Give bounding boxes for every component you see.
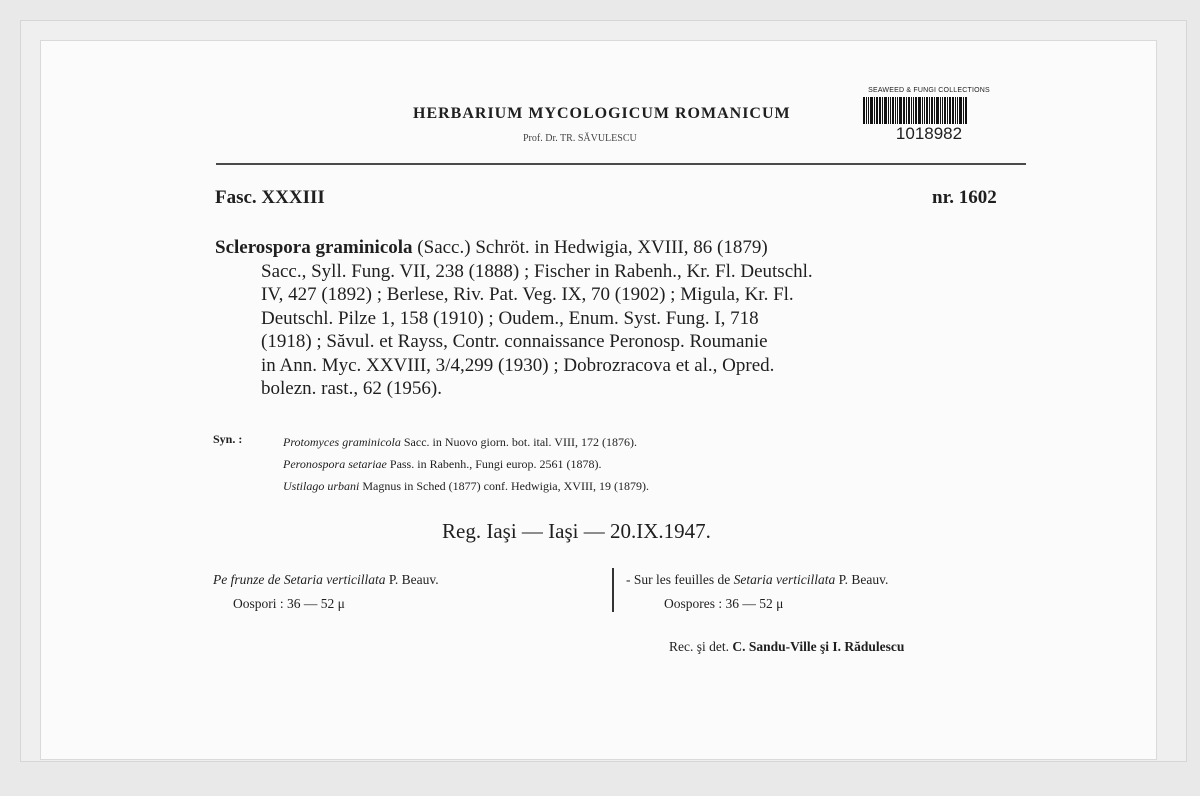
spore-size-ro: Oospori : 36 — 52 μ xyxy=(233,596,345,611)
synonyms-list xyxy=(283,431,649,497)
host-prefix-ro: Pe frunze de xyxy=(213,572,284,587)
synonym-ref: Pass. in Rabenh., Fungi europ. 2561 (1878). xyxy=(386,457,602,471)
citation-line-6: bolezn. rast., 62 (1956). xyxy=(261,378,442,399)
barcode-label xyxy=(859,87,999,143)
barcode-number: 1018982 xyxy=(895,124,963,143)
host-prefix-fr: Sur les feuilles de xyxy=(633,572,734,587)
fascicle-label: Fasc. XXXIII xyxy=(215,187,325,208)
host-name-fr: Setaria verticillata xyxy=(733,572,836,587)
herbarium-title: HERBARIUM MYCOLOGICUM ROMANICUM xyxy=(413,105,791,122)
citation-line-2: IV, 427 (1892) ; Berlese, Riv. Pat. Veg. IX, 70 (1902) ; Migula, Kr. Fl. xyxy=(261,284,794,305)
host-line-ro xyxy=(213,568,439,592)
synonyms-label: Syn. : xyxy=(213,432,243,446)
synonym-name: Protomyces graminicola xyxy=(283,435,401,449)
collector-prefix: Rec. şi det. xyxy=(669,639,733,654)
herbarium-director: Prof. Dr. TR. SĂVULESCU xyxy=(523,133,637,144)
synonym-name: Ustilago urbani xyxy=(283,479,360,493)
spore-size-fr: Oospores : 36 — 52 μ xyxy=(664,596,784,611)
column-divider xyxy=(612,568,614,612)
host-name-ro: Setaria verticillata xyxy=(283,572,386,587)
host-line-fr: - Sur les feuilles de Setaria verticillata P. Beauv. xyxy=(626,572,889,587)
taxon-citation xyxy=(215,236,1035,401)
host-romanian xyxy=(213,568,439,616)
barcode-caption: SEAWEED & FUNGI COLLECTIONS xyxy=(868,87,990,94)
citation-line-4: (1918) ; Săvul. et Rayss, Contr. connaissance Peronosp. Roumanie xyxy=(261,331,768,352)
specimen-number: nr. 1602 xyxy=(932,187,997,208)
citation-line-3: Deutschl. Pilze 1, 158 (1910) ; Oudem., Enum. Syst. Fung. I, 718 xyxy=(261,307,759,329)
taxon-name: Sclerospora graminicola xyxy=(215,237,413,258)
barcode-icon xyxy=(863,97,995,124)
citation-line-5: in Ann. Myc. XXVIII, 3/4,299 (1930) ; Dobrozracova et al., Opred. xyxy=(261,354,775,376)
specimen-label xyxy=(40,40,1157,760)
host-french xyxy=(626,568,888,616)
citation-line-0: (Sacc.) Schröt. in Hedwigia, XVIII, 86 (1879) xyxy=(412,237,768,258)
citation-line-1: Sacc., Syll. Fung. VII, 238 (1888) ; Fischer in Rabenh., Kr. Fl. Deutschl. xyxy=(261,260,813,282)
synonym-item xyxy=(283,453,649,475)
synonym-ref: Sacc. in Nuovo giorn. bot. ital. VIII, 172 (1876). xyxy=(400,435,637,449)
collection-locality: Reg. Iaşi — Iaşi — 20.IX.1947. xyxy=(442,519,711,543)
host-author-ro: P. Beauv. xyxy=(385,572,439,587)
synonym-item xyxy=(283,431,649,453)
host-author-fr: P. Beauv. xyxy=(835,572,889,587)
synonym-item xyxy=(283,475,649,497)
collector-line xyxy=(669,639,904,655)
synonym-ref: Magnus in Sched (1877) conf. Hedwigia, XVIII, 19 (1879). xyxy=(359,479,649,493)
header-rule xyxy=(216,163,1026,165)
synonym-name: Peronospora setariae xyxy=(283,457,387,471)
collector-names: C. Sandu-Ville şi I. Rădulescu xyxy=(732,639,905,654)
